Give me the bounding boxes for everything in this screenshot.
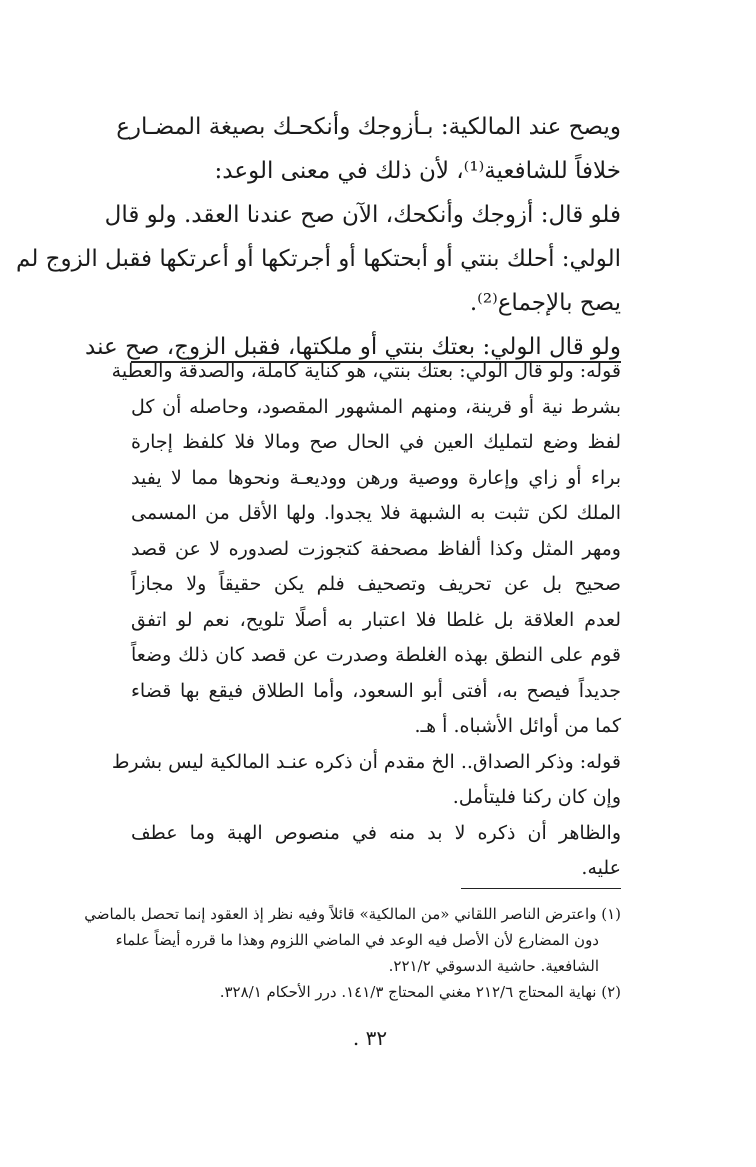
commentary-line: لفظ وضع لتمليك العين في الحال صح ومالا فلا كلفظ إجارة	[131, 431, 621, 453]
commentary-line: قوم على النطق بهذه الغلطة وصدرت عن قصد كان ذلك وضعاً	[131, 644, 621, 666]
commentary-block	[111, 354, 621, 887]
main-text-line: ولو قال الولي: بعتك بنتي أو ملكتها، فقبل الزوج، صح عند	[85, 334, 621, 360]
footnotes-block	[84, 901, 621, 1005]
footnote-line: (١) واعترض الناصر اللقاني «من المالكية» قائلاً وفيه نظر إذ العقود إنما تحصل بالماضي	[84, 905, 621, 923]
commentary-line: كما من أوائل الأشباه. أ هـ.	[414, 715, 621, 737]
commentary-line: براء أو زاي وإعارة ووصية ورهن ووديعـة ونحوها مما لا يفيد	[131, 466, 621, 489]
commentary-line: عليه.	[581, 857, 621, 879]
commentary-line: جديداً فيصح به، أفتى أبو السعود، وأما الطلاق فيقع بها قضاء	[131, 679, 621, 702]
commentary-line: الملك لكن تثبت به الشبهة فلا يجدوا. ولها الأقل من المسمى	[131, 502, 621, 524]
main-text-line: يصح بالإجماع⁽²⁾.	[469, 290, 621, 316]
footnote-line: (٢) نهاية المحتاج ٢١٢/٦ مغني المحتاج ١٤١/٣. درر الأحكام ٣٢٨/١.	[219, 983, 621, 1001]
footnote-divider	[461, 888, 621, 889]
commentary-line: وإن كان ركنا فليتأمل.	[452, 786, 621, 808]
main-text-line: الولي: أحلك بنتي أو أبحتكها أو أجرتكها أو أعرتكها فقبل الزوج لم	[16, 246, 621, 272]
main-text-line: فلو قال: أزوجك وأنكحك، الآن صح عندنا العقد. ولو قال	[104, 202, 621, 228]
commentary-line: والظاهر أن ذكره لا بد منه في منصوص الهبة وما عطف	[131, 821, 621, 844]
commentary-line: ومهر المثل وكذا ألفاظ مصحفة كتجوزت لصدوره لا عن قصد	[131, 537, 621, 560]
footnote-line: دون المضارع لأن الأصل فيه الوعد في الماضي اللزوم وهذا ما قرره أيضاً علماء	[115, 931, 599, 949]
main-text-line: خلافاً للشافعية⁽¹⁾، لأن ذلك في معنى الوعد:	[214, 158, 621, 184]
page-number: ٣٢ .	[352, 1026, 388, 1050]
footnote-line: الشافعية. حاشية الدسوقي ٢٢١/٢.	[388, 957, 599, 975]
main-text-block	[16, 105, 621, 369]
main-text-line: ويصح عند المالكية: بـأزوجك وأنكحـك بصيغة المضـارع	[116, 114, 621, 140]
commentary-line: قوله: ولو قال الولي: بعتك بنتي، هو كناية كاملة، والصدقة والعطية	[111, 360, 621, 382]
commentary-line: لعدم العلاقة بل غلطا فلا اعتبار به أصلًا تلويح، نعم لو اتفق	[131, 608, 621, 631]
commentary-line: صحيح بل عن تحريف وتصحيف فلم يكن حقيقاً ولا مجازاً	[131, 573, 621, 595]
commentary-line: قوله: وذكر الصداق.. الخ مقدم أن ذكره عنـد المالكية ليس بشرط	[111, 750, 621, 773]
commentary-line: بشرط نية أو قرينة، ومنهم المشهور المقصود، وحاصله أن كل	[131, 395, 621, 418]
